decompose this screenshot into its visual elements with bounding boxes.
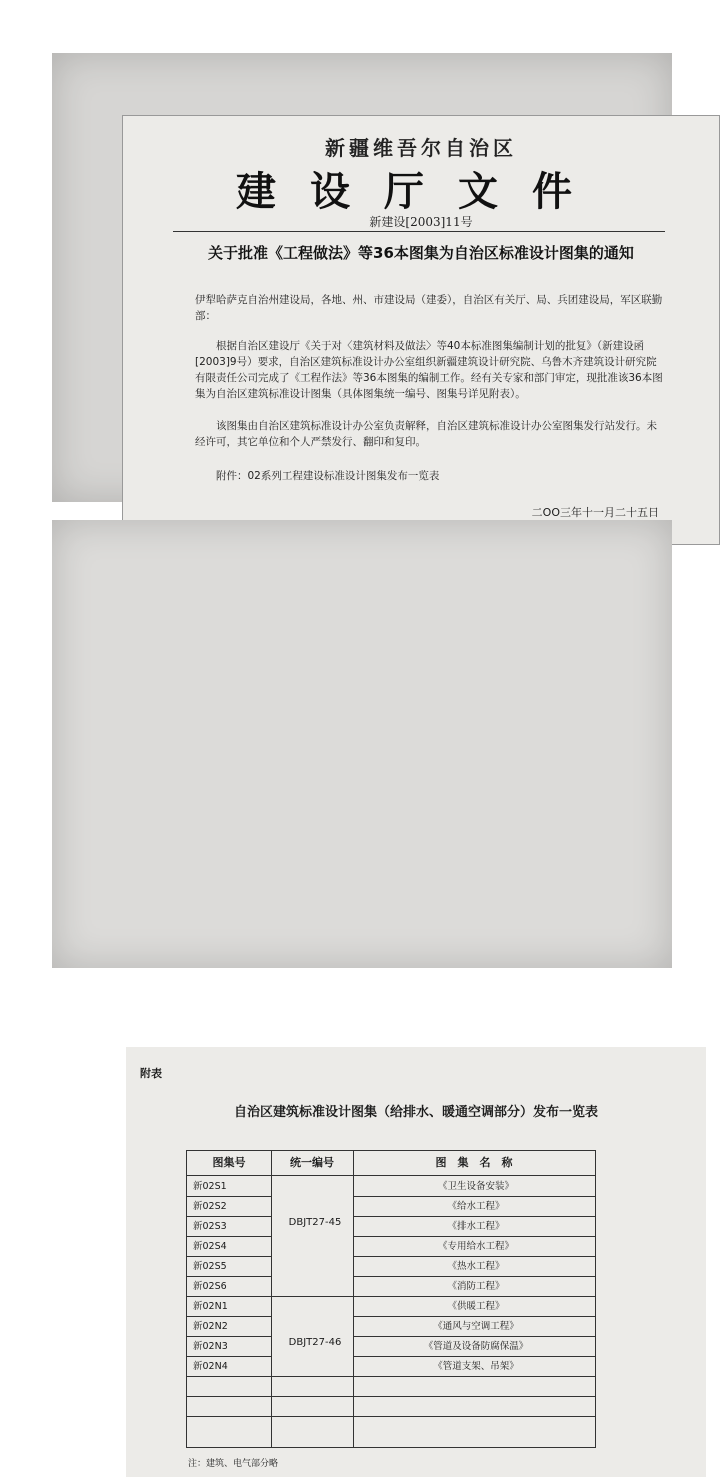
table-row-number: 新02S5 — [193, 1261, 227, 1272]
table-row-name: 《热水工程》 — [447, 1261, 505, 1272]
table-footnote: 注：建筑、电气部分略 — [188, 1459, 279, 1469]
table-row-number: 新02N4 — [193, 1361, 228, 1372]
header-rule — [187, 1175, 595, 1176]
row-rule — [187, 1416, 595, 1417]
table-row-number: 新02N2 — [193, 1321, 228, 1332]
row-rule — [187, 1396, 595, 1397]
unified-code: DBJT27-46 — [288, 1337, 342, 1348]
table-row-name: 《给水工程》 — [447, 1201, 505, 1212]
notice-photo — [52, 53, 672, 519]
table-title: 自治区建筑标准设计图集（给排水、暖通空调部分）发布一览表 — [233, 1105, 598, 1120]
table-row-name: 《通风与空调工程》 — [433, 1321, 519, 1332]
body-paragraph: 根据自治区建设厅《关于对〈建筑材料及做法〉等40本标准图集编制计划的批复》（新建设函[2003]9号）要求，自治区建筑标准设计办公室组织新疆建筑设计研究院、乌鲁木齐建筑设计研究院有限责任公司完成了《工程作法》等36本图集的编制工作。经有关专家和部门审定，现批准该36本图集为自治区建筑标准设计图集（具体图集统一编号、图集号详见附表）。 — [195, 340, 663, 400]
addressee: 伊犁哈萨克自治州建设局，各地、州、市建设局（建委），自治区有关厅、局、兵团建设局，军区联勤部： — [195, 294, 663, 322]
table-row-name: 《消防工程》 — [447, 1281, 505, 1292]
issue-date: 二OO三年十一月二十五日 — [531, 506, 659, 519]
notice-page — [122, 115, 720, 545]
table-row-number: 新02N3 — [193, 1341, 228, 1352]
unified-code: DBJT27-45 — [288, 1217, 342, 1228]
document-header: 建设厅文件 — [236, 168, 606, 215]
header-unified: 统一编号 — [290, 1156, 334, 1169]
table-row-name: 《卫生设备安装》 — [437, 1181, 514, 1192]
table-row-number: 新02N1 — [193, 1301, 228, 1312]
notice-title: 关于批准《工程做法》等36本图集为自治区标准设计图集的通知 — [208, 244, 634, 262]
table-row-number: 新02S3 — [193, 1221, 227, 1232]
appendix-label: 附表 — [140, 1067, 162, 1080]
table-row-name: 《排水工程》 — [447, 1221, 505, 1232]
header-number: 图集号 — [212, 1156, 246, 1169]
appendix-page — [126, 1047, 706, 1477]
table-row-number: 新02S2 — [193, 1201, 227, 1212]
table-row-number: 新02S6 — [193, 1281, 227, 1292]
appendix-photo — [52, 520, 672, 1469]
header-name: 图 集 名 称 — [435, 1156, 513, 1169]
table-row-name: 《专用给水工程》 — [437, 1241, 514, 1252]
header-divider — [173, 231, 665, 232]
table-row-name: 《供暖工程》 — [447, 1301, 505, 1312]
issuing-region: 新疆维吾尔自治区 — [325, 136, 517, 160]
document-number: 新建设[2003]11号 — [369, 215, 473, 229]
table-row-number: 新02S4 — [193, 1241, 227, 1252]
standards-table — [186, 1150, 596, 1448]
row-rule — [187, 1376, 595, 1377]
attachment-note: 附件：02系列工程建设标准设计图集发布一览表 — [216, 470, 440, 482]
table-row-number: 新02S1 — [193, 1181, 227, 1192]
table-row-name: 《管道及设备防腐保温》 — [423, 1341, 529, 1352]
body-paragraph: 该图集由自治区建筑标准设计办公室负责解释，自治区建筑标准设计办公室图集发行站发行。未经许可，其它单位和个人严禁发行、翻印和复印。 — [195, 420, 657, 448]
table-row-name: 《管道支架、吊架》 — [433, 1361, 519, 1372]
